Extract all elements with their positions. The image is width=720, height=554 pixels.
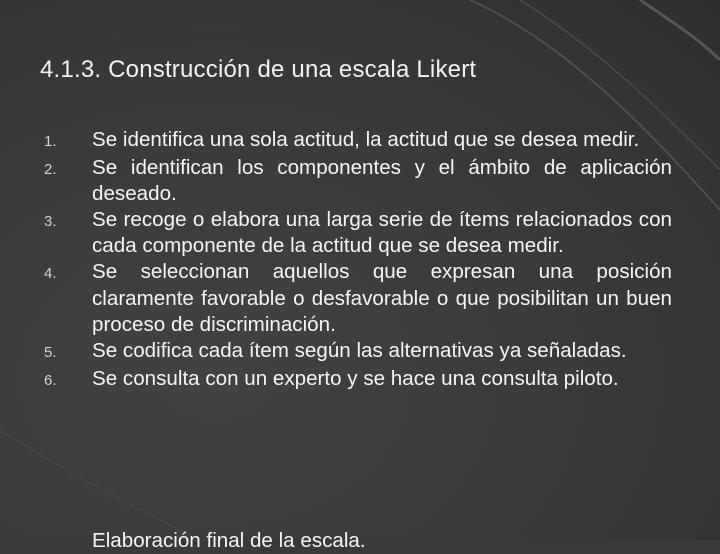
item-text: Se codifica cada ítem según las alternativas ya señaladas.: [92, 338, 627, 362]
item-number: 6.: [44, 371, 57, 389]
item-number: 1.: [44, 133, 57, 150]
item-number: 5.: [44, 343, 57, 361]
item-number: 4.: [44, 265, 57, 283]
list-item: [44, 207, 672, 259]
cutoff-item-text: Elaboración final de la escala.: [92, 529, 366, 552]
item-text: Se identifica una sola actitud, la actitud que se desea medir.: [92, 128, 640, 151]
item-text: Se seleccionan aquellos que expresan una posición claramente favorable o desfavorable o que posibilitan un buen proceso de discriminación.: [92, 260, 672, 336]
list-item: [44, 338, 672, 366]
list-item: [44, 127, 672, 155]
list-item: [44, 155, 672, 207]
item-text: Se recoge o elabora una larga serie de ítems relacionados con cada componente de la actitud que se desea medir.: [92, 208, 672, 258]
slide-title: 4.1.3. Construcción de una escala Likert: [40, 56, 477, 83]
list-item: [44, 259, 672, 337]
list-item: [44, 366, 672, 394]
item-text: Se identifican los componentes y el ámbito de aplicación deseado.: [92, 156, 672, 206]
item-text: Se consulta con un experto y se hace una consulta piloto.: [92, 366, 619, 390]
item-number: 3.: [44, 213, 57, 231]
steps-list: [44, 127, 672, 394]
item-number: 2.: [44, 161, 57, 179]
